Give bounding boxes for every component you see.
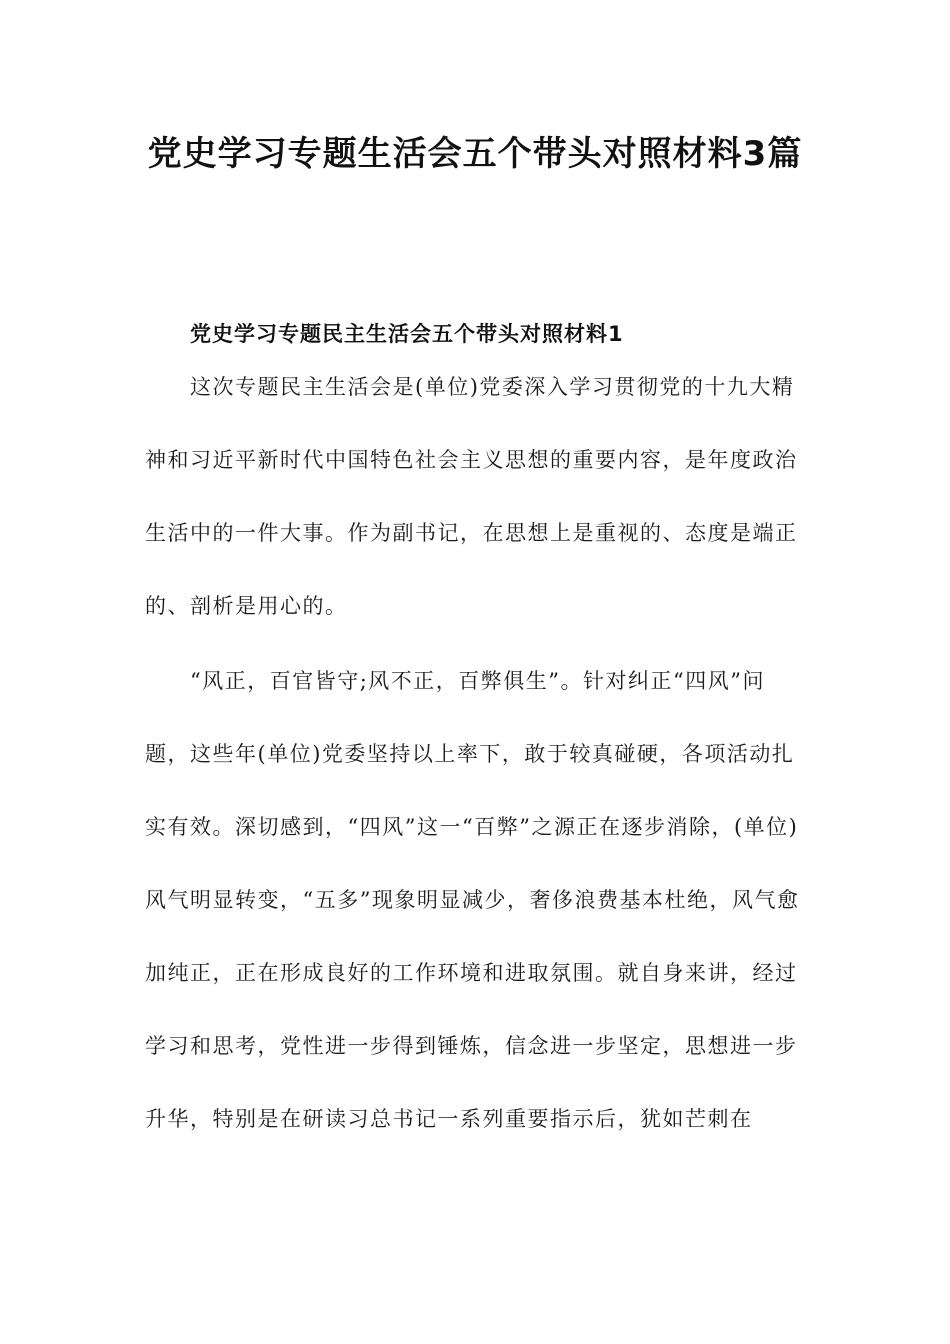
- section-heading: 党史学习专题民主生活会五个带头对照材料1: [190, 322, 624, 346]
- body-paragraph-2: “风正，百官皆守;风不正，百弊俱生”。针对纠正“四风”问题，这些年(单位)党委坚持以上率下，敢于较真碰硬，各项活动扎实有效。深切感到，“四风”这一“百弊”之源正在逐步消除，(单位)风气明显转变，“五多”现象明显减少，奢侈浪费基本杜绝，风气愈加纯正，正在形成良好的工作环境和进取氛围。就自身来讲，经过学习和思考，党性进一步得到锤炼，信念进一步坚定，思想进一步升华，特别是在研读习总书记一系列重要指示后，犹如芒刺在: [145, 669, 800, 1131]
- body-paragraph-1: 这次专题民主生活会是(单位)党委深入学习贯彻党的十九大精神和习近平新时代中国特色社会主义思想的重要内容，是年度政治生活中的一件大事。作为副书记，在思想上是重视的、态度是端正的、剖析是用心的。: [145, 375, 798, 618]
- document-title: 党史学习专题生活会五个带头对照材料3篇: [147, 134, 803, 174]
